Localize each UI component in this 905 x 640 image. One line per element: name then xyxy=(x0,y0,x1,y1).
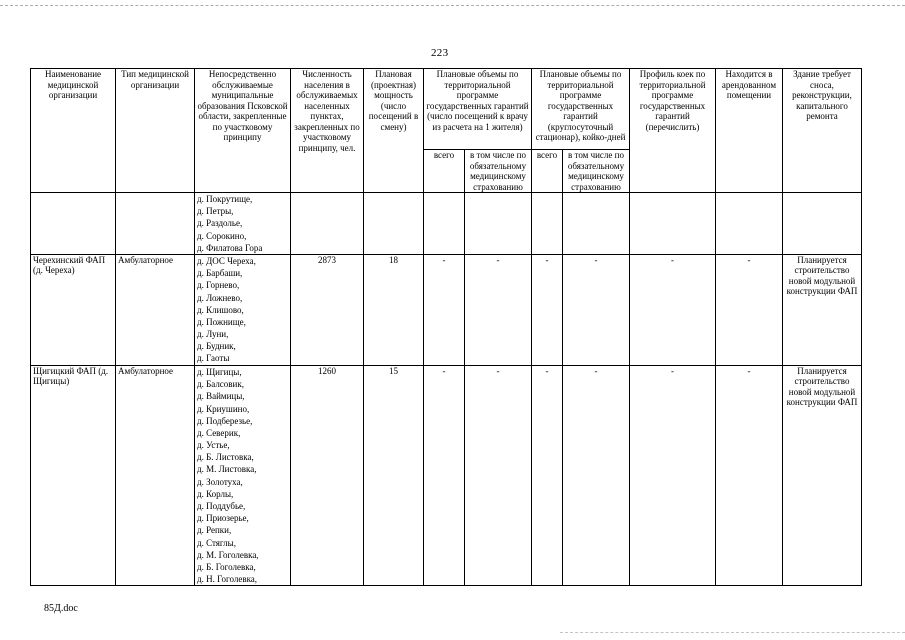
header-building-state: Здание требует сноса, реконструкции, капитального ремонта xyxy=(783,69,862,193)
header-inpatient-volume: Плановые объемы по территориальной программе государственных гарантий (круглосуточный стационар), койко-дней xyxy=(532,69,630,150)
org-type: Амбулаторное xyxy=(116,365,195,585)
locality: д. Б. Листовка, xyxy=(197,452,254,463)
locality: д. Филатова Гора xyxy=(197,242,263,253)
locality: д. Раздолье, xyxy=(197,218,243,229)
document-filename: 85Д.doc xyxy=(44,603,78,614)
rented-value: - xyxy=(716,365,783,585)
header-org-type: Тип медицинской организации xyxy=(116,69,195,193)
table-row-continuation xyxy=(31,193,862,255)
facilities-table xyxy=(30,68,862,586)
header-rented: Находится в арендованном помещении xyxy=(716,69,783,193)
locality: д. Н. Гоголевка, xyxy=(197,574,258,585)
locality: д. Клишово, xyxy=(197,304,244,315)
locality: д. Подберезье, xyxy=(197,415,253,426)
subheader-outpatient-oms: в том числе по обязательному медицинскому страхованию xyxy=(465,150,532,193)
locality: д. Корлы, xyxy=(197,488,234,499)
subheader-inpatient-total: всего xyxy=(532,150,563,193)
org-type: Амбулаторное xyxy=(116,254,195,365)
subheader-outpatient-total: всего xyxy=(424,150,465,193)
header-bed-profile: Профиль коек по территориальной программе государственных гарантий (перечислить) xyxy=(630,69,716,193)
population-value: 1260 xyxy=(291,365,364,585)
bed-profile-value: - xyxy=(630,365,716,585)
locality: д. Будник, xyxy=(197,341,236,352)
locality: д. Горнево, xyxy=(197,280,240,291)
locality: д. Покрутище, xyxy=(197,194,253,204)
header-row xyxy=(31,69,862,150)
locality: д. ДОС Череха, xyxy=(197,255,256,266)
outpatient-total-value: - xyxy=(424,365,465,585)
rented-value: - xyxy=(716,254,783,365)
scan-edge-bottom xyxy=(560,632,905,634)
outpatient-total-value: - xyxy=(424,254,465,365)
outpatient-oms-value: - xyxy=(465,365,532,585)
locality-list xyxy=(195,365,291,585)
capacity-value: 18 xyxy=(364,254,424,365)
inpatient-oms-value: - xyxy=(563,365,630,585)
locality: д. Гаоты xyxy=(197,353,230,364)
locality: д. Б. Гоголевка, xyxy=(197,561,256,572)
org-name: Щигицкий ФАП (д. Щигицы) xyxy=(31,365,116,585)
subheader-inpatient-oms: в том числе по обязательному медицинскому страхованию xyxy=(563,150,630,193)
building-note: Планируется строительство новой модульной конструкции ФАП xyxy=(783,254,862,365)
header-municipalities: Непосредственно обслуживаемые муниципальные образования Псковской области, закрепленные по участковому принципу xyxy=(195,69,291,193)
header-org-name: Наименование медицинской организации xyxy=(31,69,116,193)
locality-list xyxy=(195,193,291,255)
locality: д. Ваймицы, xyxy=(197,391,245,402)
locality: д. Пожнище, xyxy=(197,316,246,327)
population-value: 2873 xyxy=(291,254,364,365)
header-outpatient-volume: Плановые объемы по территориальной программе государственных гарантий (число посещений к врачу из расчета на 1 жителя) xyxy=(424,69,532,150)
locality: д. Приозерье, xyxy=(197,513,249,524)
locality: д. М. Листовка, xyxy=(197,464,257,475)
locality-list xyxy=(195,254,291,365)
outpatient-oms-value: - xyxy=(465,254,532,365)
locality: д. Золотуха, xyxy=(197,476,243,487)
locality: д. Щигицы, xyxy=(197,366,242,377)
inpatient-oms-value: - xyxy=(563,254,630,365)
locality: д. Устье, xyxy=(197,440,230,451)
locality: д. М. Гоголевка, xyxy=(197,549,259,560)
locality: д. Репки, xyxy=(197,525,232,536)
locality: д. Северик, xyxy=(197,427,241,438)
header-capacity: Плановая (проектная) мощность (число посещений в смену) xyxy=(364,69,424,193)
locality: д. Луни, xyxy=(197,329,229,340)
locality: д. Ложнево, xyxy=(197,292,243,303)
locality: д. Петры, xyxy=(197,206,234,217)
locality: д. Балсовик, xyxy=(197,379,244,390)
inpatient-total-value: - xyxy=(532,254,563,365)
locality: д. Барбаши, xyxy=(197,268,243,279)
locality: д. Сорокино, xyxy=(197,230,247,241)
page-number: 223 xyxy=(431,47,449,59)
scan-edge-top xyxy=(0,5,905,8)
table-row xyxy=(31,365,862,585)
capacity-value: 15 xyxy=(364,365,424,585)
header-population: Численность населения в обслуживаемых населенных пунктах, закрепленных по участковому принципу, чел. xyxy=(291,69,364,193)
bed-profile-value: - xyxy=(630,254,716,365)
locality: д. Стяглы, xyxy=(197,537,236,548)
locality: д. Криушино, xyxy=(197,403,250,414)
inpatient-total-value: - xyxy=(532,365,563,585)
building-note: Планируется строительство новой модульной конструкции ФАП xyxy=(783,365,862,585)
org-name: Черехинский ФАП (д. Череха) xyxy=(31,254,116,365)
table-row xyxy=(31,254,862,365)
locality: д. Поддубье, xyxy=(197,501,246,511)
